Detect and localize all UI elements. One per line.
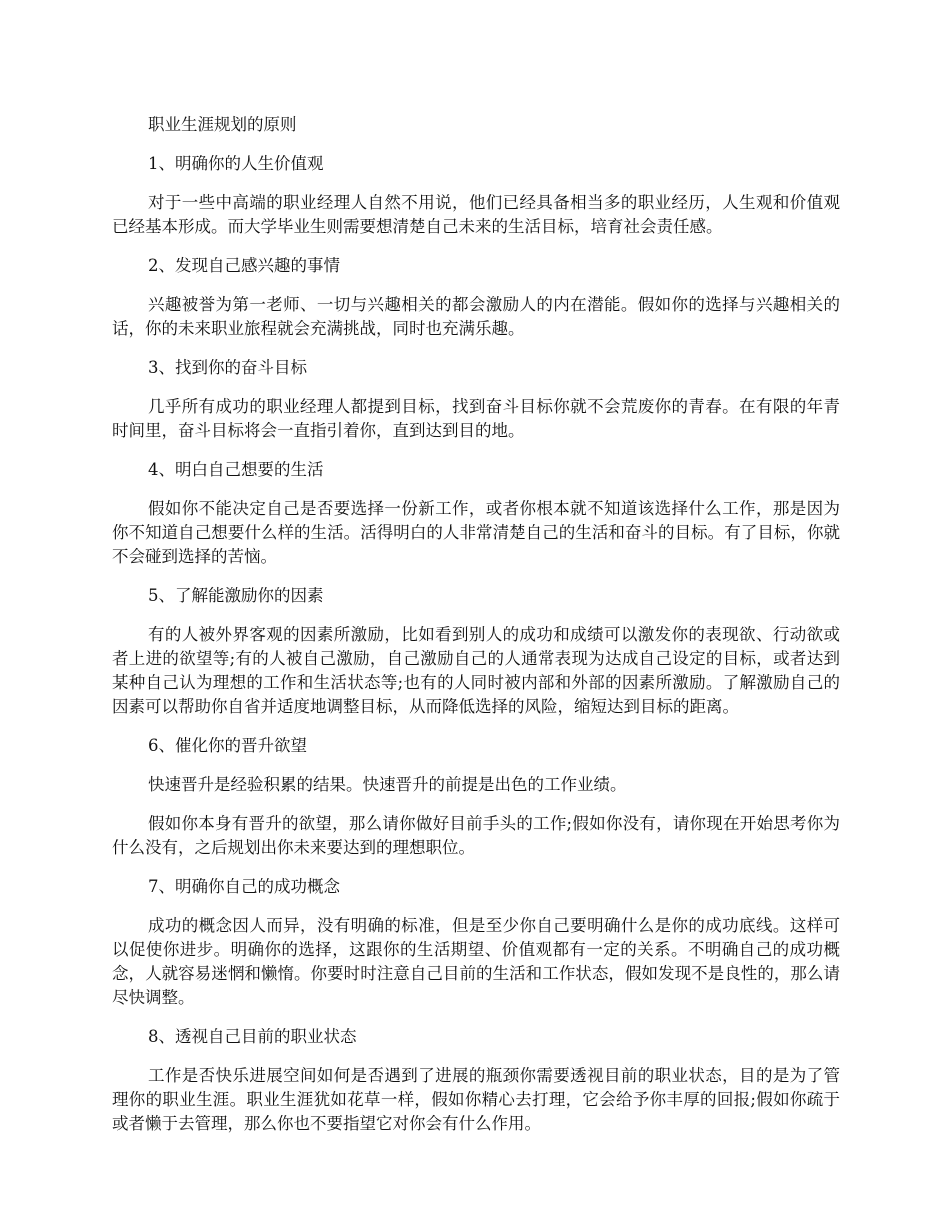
section-heading: 5、了解能激励你的因素 — [148, 586, 324, 605]
section-paragraph: 对于一些中高端的职业经理人自然不用说，他们已经具备相当多的职业经历，人生观和价值观已经基本形成。而大学毕业生则需要想清楚自己未来的生活目标，培育社会责任感。 — [112, 193, 840, 236]
document-title: 职业生涯规划的原则 — [148, 115, 297, 134]
section-paragraph: 快速晋升是经验积累的结果。快速晋升的前提是出色的工作业绩。 — [148, 775, 627, 794]
section-heading: 4、明白自己想要的生活 — [148, 460, 324, 479]
section-paragraph: 兴趣被誉为第一老师、一切与兴趣相关的都会激励人的内在潜能。假如你的选择与兴趣相关的话，你的未来职业旅程就会充满挑战，同时也充满乐趣。 — [112, 295, 840, 338]
section-heading: 6、催化你的晋升欲望 — [148, 736, 307, 755]
section-paragraph: 有的人被外界客观的因素所激励，比如看到别人的成功和成绩可以激发你的表现欲、行动欲或者上进的欲望等;有的人被自己激励，自己激励自己的人通常表现为达成自己设定的目标，或者达到某种自己认为理想的工作和生活状态等;也有的人同时被内部和外部的因素所激励。了解激励自己的因素可以帮助你自省并适度地调整目标，从而降低选择的风险，缩短达到目标的距离。 — [112, 625, 840, 716]
document-page — [112, 113, 840, 1151]
section-heading: 3、找到你的奋斗目标 — [148, 358, 307, 377]
section-heading: 8、透视自己目前的职业状态 — [148, 1027, 357, 1046]
section-paragraph: 工作是否快乐进展空间如何是否遇到了进展的瓶颈你需要透视目前的职业状态，目的是为了管理你的职业生涯。职业生涯犹如花草一样，假如你精心去打理，它会给予你丰厚的回报;假如你疏于或者懒于去管理，那么你也不要指望它对你会有什么作用。 — [112, 1066, 840, 1133]
section-paragraph: 假如你不能决定自己是否要选择一份新工作，或者你根本就不知道该选择什么工作，那是因为你不知道自己想要什么样的生活。活得明白的人非常清楚自己的生活和奋斗的目标。有了目标，你就不会碰到选择的苦恼。 — [112, 499, 840, 566]
section-heading: 2、发现自己感兴趣的事情 — [148, 256, 340, 275]
section-paragraph: 几乎所有成功的职业经理人都提到目标，找到奋斗目标你就不会荒废你的青春。在有限的年青时间里，奋斗目标将会一直指引着你，直到达到目的地。 — [112, 397, 840, 440]
section-heading: 1、明确你的人生价值观 — [148, 154, 324, 173]
section-heading: 7、明确你自己的成功概念 — [148, 877, 340, 896]
section-paragraph: 成功的概念因人而异，没有明确的标准，但是至少你自己要明确什么是你的成功底线。这样可以促使你进步。明确你的选择，这跟你的生活期望、价值观都有一定的关系。不明确自己的成功概念，人就容易迷惘和懒惰。你要时时注意自己目前的生活和工作状态，假如发现不是良性的，那么请尽快调整。 — [112, 916, 840, 1007]
section-paragraph: 假如你本身有晋升的欲望，那么请你做好目前手头的工作;假如你没有，请你现在开始思考你为什么没有，之后规划出你未来要达到的理想职位。 — [112, 814, 840, 857]
